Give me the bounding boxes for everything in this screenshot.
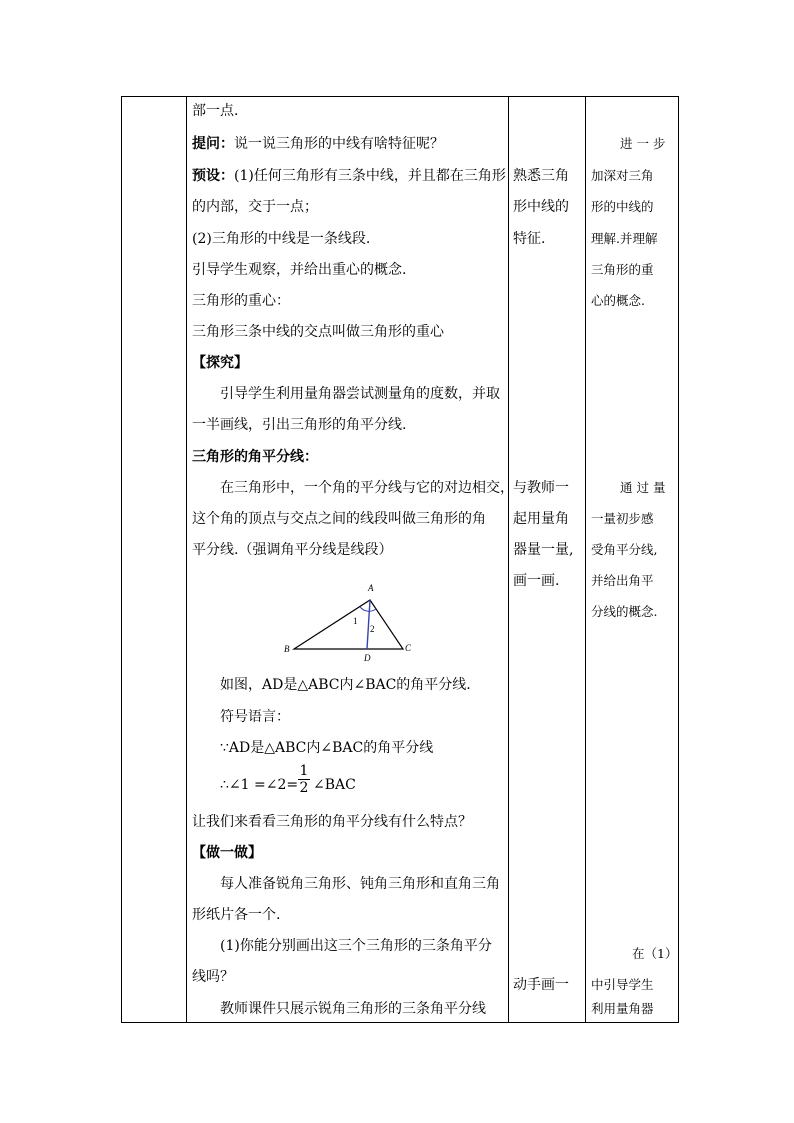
intent-text: 通 过 量 xyxy=(620,480,666,495)
question-label: 提问： xyxy=(192,136,234,152)
fraction-numerator: 1 xyxy=(299,763,309,779)
question-text: 说一说三角形的中线有啥特征呢？ xyxy=(234,136,444,152)
text-line: 形纸片各一个. xyxy=(192,907,281,923)
intent-text: 受角平分线, xyxy=(591,542,658,557)
intent-text: 进 一 步 xyxy=(620,136,666,151)
student-text: 熟悉三角 xyxy=(513,168,569,184)
text-line: 每人准备锐角三角形、钝角三角形和直角三角 xyxy=(220,876,500,892)
label-d: D xyxy=(364,653,371,663)
text-line: 引导学生观察，并给出重心的概念. xyxy=(192,262,407,278)
column-divider xyxy=(508,97,509,1022)
intent-text: 分线的概念. xyxy=(591,604,658,619)
text-line: 的内部，交于一点； xyxy=(192,199,318,215)
text-line: 如图，AD是△ABC内∠BAC的角平分线. xyxy=(220,677,471,693)
student-text: 动手画一 xyxy=(513,977,569,993)
student-text: 与教师一 xyxy=(513,480,569,496)
label-a: A xyxy=(368,583,374,593)
preset-line xyxy=(192,166,506,186)
text-line: 在三角形中，一个角的平分线与它的对边相交， xyxy=(220,480,514,496)
label-angle-1: 1 xyxy=(353,616,358,626)
intent-text: 理解.并理解 xyxy=(591,231,658,246)
text-line: 平分线.（强调角平分线是线段） xyxy=(192,542,393,558)
text-line: 教师课件只展示锐角三角形的三条角平分线 xyxy=(220,1001,486,1017)
student-text: 画一画. xyxy=(513,573,560,589)
formula-start: ∴∠1 =∠2= xyxy=(220,777,299,793)
student-text: 起用量角 xyxy=(513,511,569,527)
angle-arc xyxy=(360,607,376,611)
label-b: B xyxy=(284,644,290,654)
section-heading-explore: 【探究】 xyxy=(192,355,248,371)
student-text: 特征. xyxy=(513,231,546,247)
triangle-figure xyxy=(280,578,420,664)
text-line: 一半画线，引出三角形的角平分线. xyxy=(192,417,407,433)
text-line: 这个角的顶点与交点之间的线段叫做三角形的角 xyxy=(192,511,486,527)
preset-label: 预设： xyxy=(192,168,234,184)
intent-text: 加深对三角 xyxy=(591,168,654,183)
formula-end: ∠BAC xyxy=(313,777,356,793)
question-line xyxy=(192,134,444,154)
intent-text: 形的中线的 xyxy=(591,199,654,214)
label-c: C xyxy=(405,643,412,653)
text-line: ∵AD是△ABC内∠BAC的角平分线 xyxy=(220,740,434,756)
preset-text: (1)任何三角形有三条中线，并且都在三角形 xyxy=(234,168,506,184)
text-line: (1)你能分别画出这三个三角形的三条角平分 xyxy=(220,938,492,954)
student-text: 器量一量, xyxy=(513,542,574,558)
text-line: 三角形的重心： xyxy=(192,293,290,309)
column-divider xyxy=(585,97,586,1022)
text-line: 部一点. xyxy=(192,103,239,119)
intent-text: 在（1） xyxy=(632,946,678,961)
text-line: 线吗？ xyxy=(192,969,234,985)
text-line: 让我们来看看三角形的角平分线有什么特点？ xyxy=(192,814,472,830)
text-line: 符号语言： xyxy=(220,709,290,725)
definition-heading: 三角形的角平分线： xyxy=(192,449,318,465)
intent-text: 一量初步感 xyxy=(591,511,654,526)
fraction-denominator: 2 xyxy=(299,780,309,796)
student-text: 形中线的 xyxy=(513,199,569,215)
intent-text: 并给出角平 xyxy=(591,573,654,588)
intent-text: 利用量角器 xyxy=(591,1001,654,1016)
triangle-abc xyxy=(294,600,403,649)
intent-text: 三角形的重 xyxy=(591,262,654,277)
label-angle-2: 2 xyxy=(370,624,375,634)
text-line: 引导学生利用量角器尝试测量角的度数，并取 xyxy=(220,386,500,402)
text-line: (2)三角形的中线是一条线段. xyxy=(192,231,371,247)
fraction xyxy=(298,763,310,796)
intent-text: 心的概念. xyxy=(591,293,645,308)
section-heading-try: 【做一做】 xyxy=(192,845,262,861)
column-divider xyxy=(186,97,187,1022)
intent-text: 中引导学生 xyxy=(591,977,654,992)
text-line: 三角形三条中线的交点叫做三角形的重心 xyxy=(192,324,444,340)
